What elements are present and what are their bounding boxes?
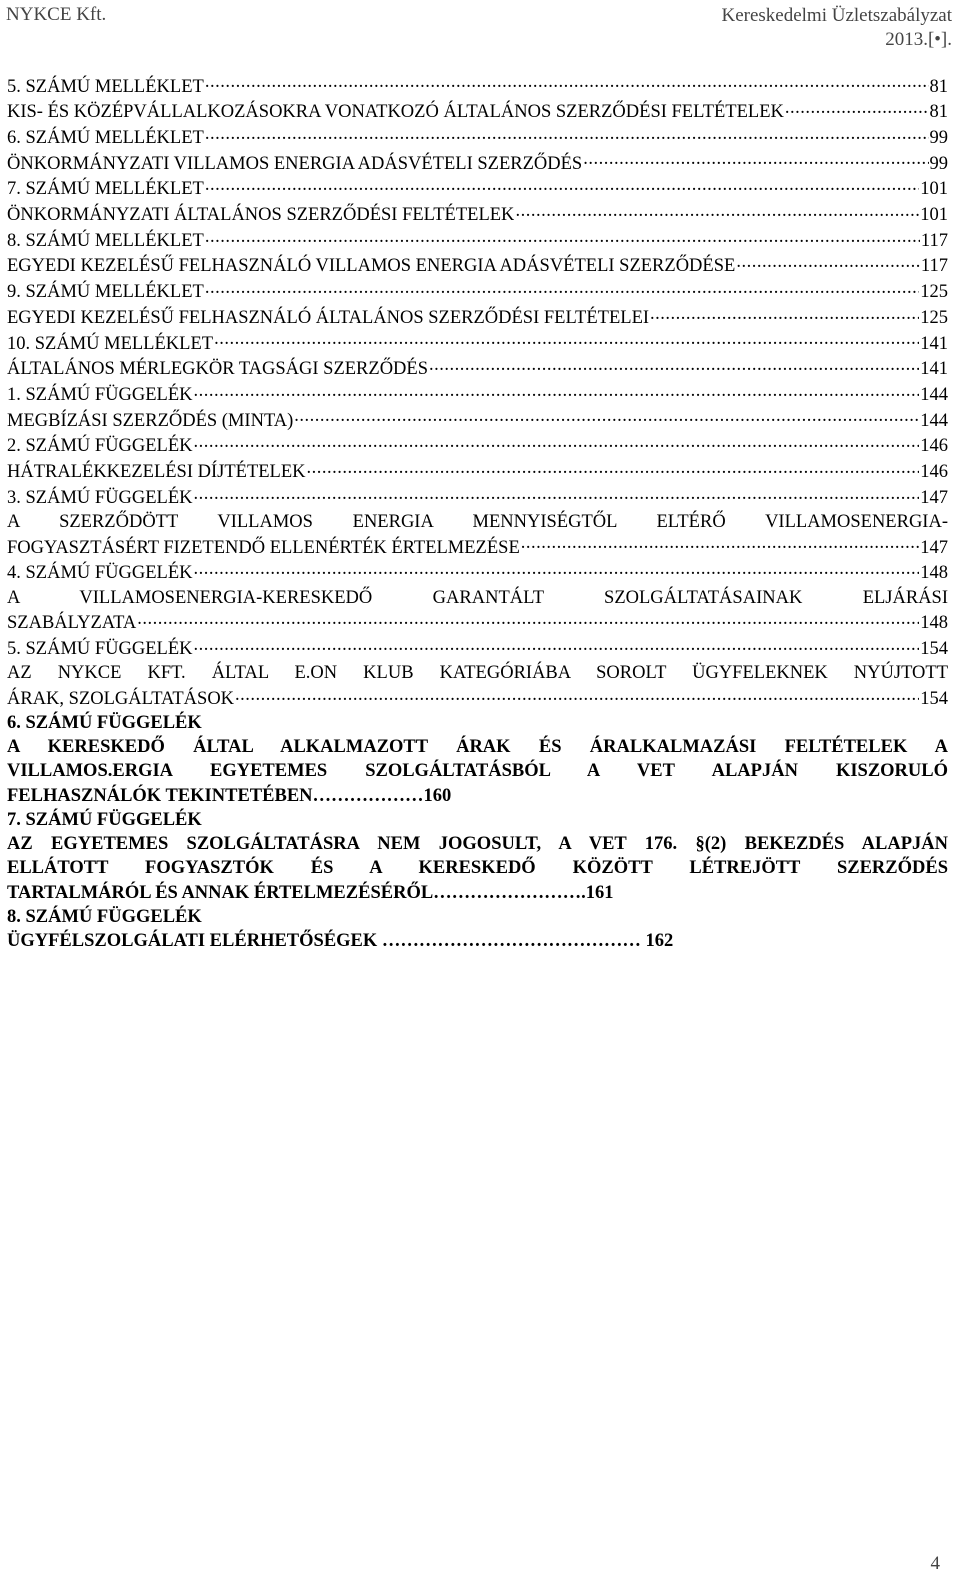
toc-entry-line: ÁRAK, SZOLGÁLTATÁSOK — [7, 688, 235, 709]
page-number: 4 — [930, 1553, 940, 1574]
toc-page-number: 146 — [920, 462, 948, 483]
toc-entry[interactable] — [7, 227, 948, 253]
toc-entry[interactable] — [7, 381, 948, 407]
toc-leader — [515, 202, 919, 221]
table-of-contents — [7, 73, 948, 953]
toc-leader — [205, 176, 919, 195]
header-company: NYKCE Kft. — [6, 4, 107, 25]
toc-entry-line: A VILLAMOSENERGIA-KERESKEDŐ GARANTÁLT SZOLGÁLTATÁSAINAK ELJÁRÁSI — [7, 587, 948, 608]
toc-leader — [205, 227, 920, 246]
toc-entry-title: 4. SZÁMÚ FÜGGELÉK — [7, 563, 193, 584]
toc-entry-multiline[interactable] — [7, 510, 948, 560]
toc-entry-title: EGYEDI KEZELÉSŰ FELHASZNÁLÓ ÁLTALÁNOS SZERZŐDÉSI FELTÉTELEI — [7, 307, 650, 328]
toc-entry[interactable] — [7, 253, 948, 279]
toc-entry-line: A SZERZŐDÖTT VILLAMOS ENERGIA MENNYISÉGTŐL ELTÉRŐ VILLAMOSENERGIA- — [7, 511, 948, 532]
toc-entry[interactable] — [7, 176, 948, 202]
toc-leader: …………………………………… — [381, 930, 641, 951]
toc-entry-line: A KERESKEDŐ ÁLTAL ALKALMAZOTT ÁRAK ÉS ÁRALKALMAZÁSI FELTÉTELEK A — [7, 737, 948, 758]
toc-page-number: 154 — [920, 638, 948, 659]
toc-leader — [736, 253, 920, 272]
toc-entry-title: 3. SZÁMÚ FÜGGELÉK — [7, 487, 193, 508]
toc-page-number: 81 — [929, 76, 948, 97]
toc-leader — [214, 330, 919, 349]
toc-entry[interactable] — [7, 279, 948, 305]
toc-entry-row — [7, 685, 948, 711]
toc-entry[interactable] — [7, 150, 948, 176]
toc-entry[interactable] — [7, 635, 948, 661]
toc-leader — [194, 433, 920, 452]
toc-page-number: 99 — [929, 153, 948, 174]
toc-leader — [194, 560, 920, 579]
toc-leader — [205, 279, 919, 298]
toc-entry[interactable] — [7, 202, 948, 228]
toc-entry-title: 2. SZÁMÚ FÜGGELÉK — [7, 436, 193, 457]
toc-leader — [137, 610, 919, 629]
toc-leader — [194, 381, 920, 400]
toc-leader — [205, 124, 929, 143]
toc-leader — [294, 407, 919, 426]
toc-entry-line: AZ NYKCE KFT. ÁLTAL E.ON KLUB KATEGÓRIÁBA SOROLT ÜGYFELEKNEK NYÚJTOTT — [7, 663, 948, 684]
toc-entry-row — [7, 610, 948, 636]
toc-entry-line: VILLAMOS.ERGIA EGYETEMES SZOLGÁLTATÁSBÓL A VET ALAPJÁN KISZORULÓ — [7, 761, 948, 782]
toc-page-number: 147 — [920, 487, 948, 508]
header-doc-title — [721, 4, 952, 52]
toc-page-number: 147 — [920, 537, 948, 558]
toc-entry-title: 10. SZÁMÚ MELLÉKLET — [7, 333, 214, 354]
toc-page-number: 117 — [920, 256, 948, 277]
toc-entry-title: 9. SZÁMÚ MELLÉKLET — [7, 282, 204, 303]
toc-page-number: 101 — [920, 205, 948, 226]
toc-entry[interactable] — [7, 711, 948, 953]
toc-page-number: 146 — [920, 436, 948, 457]
toc-page-number: 160 — [423, 785, 452, 806]
toc-entry[interactable] — [7, 124, 948, 150]
toc-entry-multiline[interactable] — [7, 661, 948, 711]
toc-entry-title: ÖNKORMÁNYZATI ÁLTALÁNOS SZERZŐDÉSI FELTÉTELEK — [7, 205, 515, 226]
toc-leader: ……………… — [312, 785, 424, 806]
toc-entry-title: EGYEDI KEZELÉSŰ FELHASZNÁLÓ VILLAMOS ENERGIA ADÁSVÉTELI SZERZŐDÉSE — [7, 256, 736, 277]
toc-page-number: 148 — [920, 563, 948, 584]
toc-page-number: 117 — [920, 230, 948, 251]
toc-leader — [650, 304, 919, 323]
toc-entry[interactable] — [7, 356, 948, 382]
toc-page-number: 81 — [929, 102, 948, 123]
toc-entry-title: 8. SZÁMÚ MELLÉKLET — [7, 230, 204, 251]
toc-entry-line: AZ EGYETEMES SZOLGÁLTATÁSRA NEM JOGOSULT, A VET 176. §(2) BEKEZDÉS ALAPJÁN — [7, 834, 948, 855]
toc-entry-row — [7, 784, 948, 808]
toc-page-number: 99 — [929, 127, 948, 148]
toc-entry-title: 1. SZÁMÚ FÜGGELÉK — [7, 384, 193, 405]
toc-leader — [205, 73, 929, 92]
toc-entry-title: ÁLTALÁNOS MÉRLEGKÖR TAGSÁGI SZERZŐDÉS — [7, 359, 429, 380]
toc-leader: ……………………. — [433, 882, 586, 903]
toc-entry[interactable] — [7, 99, 948, 125]
toc-entry-title: 5. SZÁMÚ FÜGGELÉK — [7, 638, 193, 659]
header-date-line: 2013.[•]. — [885, 29, 952, 50]
toc-entry-line: ELLÁTOTT FOGYASZTÓK ÉS A KERESKEDŐ KÖZÖTT LÉTREJÖTT SZERZŐDÉS — [7, 858, 948, 879]
toc-page-number: 144 — [920, 384, 948, 405]
toc-entry-line: ÜGYFÉLSZOLGÁLATI ELÉRHETŐSÉGEK — [7, 930, 378, 951]
toc-entry-title: 7. SZÁMÚ FÜGGELÉK — [7, 809, 202, 830]
toc-leader — [194, 635, 920, 654]
toc-leader — [521, 534, 920, 553]
toc-entry-title: 8. SZÁMÚ FÜGGELÉK — [7, 906, 202, 927]
toc-page-number: 161 — [585, 882, 614, 903]
toc-page-number: 144 — [920, 410, 948, 431]
toc-page-number: 125 — [920, 307, 948, 328]
toc-entry[interactable] — [7, 560, 948, 586]
toc-entry-title: 6. SZÁMÚ MELLÉKLET — [7, 127, 204, 148]
toc-entry-title: HÁTRALÉKKEZELÉSI DÍJTÉTELEK — [7, 462, 306, 483]
toc-leader — [307, 459, 920, 478]
toc-entry[interactable] — [7, 330, 948, 356]
toc-leader — [785, 99, 929, 118]
toc-entry-row — [7, 534, 948, 560]
toc-leader — [235, 685, 919, 704]
toc-entry[interactable] — [7, 304, 948, 330]
toc-leader — [583, 150, 928, 169]
toc-entry[interactable] — [7, 459, 948, 485]
toc-page-number: 125 — [920, 282, 948, 303]
toc-entry-line: SZABÁLYZATA — [7, 613, 137, 634]
toc-leader — [429, 356, 919, 375]
toc-entry-multiline[interactable] — [7, 586, 948, 636]
toc-page-number: 141 — [920, 333, 948, 354]
toc-entry[interactable] — [7, 433, 948, 459]
toc-page-number: 162 — [645, 930, 674, 951]
toc-entry-line: TARTALMÁRÓL ÉS ANNAK ÉRTELMEZÉSÉRŐL — [7, 882, 434, 903]
toc-entry-title: ÖNKORMÁNYZATI VILLAMOS ENERGIA ADÁSVÉTELI SZERZŐDÉS — [7, 153, 583, 174]
toc-entry-line: FELHASZNÁLÓK TEKINTETÉBEN — [7, 785, 313, 806]
toc-page-number: 101 — [920, 179, 948, 200]
toc-entry[interactable] — [7, 484, 948, 510]
toc-entry[interactable] — [7, 407, 948, 433]
toc-page-number: 141 — [920, 359, 948, 380]
toc-entry-row — [7, 881, 948, 905]
toc-entry-title: KIS- ÉS KÖZÉPVÁLLALKOZÁSOKRA VONATKOZÓ ÁLTALÁNOS SZERZŐDÉSI FELTÉTELEK — [7, 102, 784, 123]
toc-entry-title: 5. SZÁMÚ MELLÉKLET — [7, 76, 204, 97]
toc-entry-line: FOGYASZTÁSÉRT FIZETENDŐ ELLENÉRTÉK ÉRTELMEZÉSE — [7, 537, 520, 558]
toc-entry-title: 7. SZÁMÚ MELLÉKLET — [7, 179, 204, 200]
toc-entry[interactable] — [7, 73, 948, 99]
toc-leader — [194, 484, 920, 503]
toc-page-number: 148 — [920, 613, 948, 634]
toc-page-number: 154 — [920, 688, 948, 709]
toc-entry-title: 6. SZÁMÚ FÜGGELÉK — [7, 713, 202, 734]
header-title-line: Kereskedelmi Üzletszabályzat — [721, 5, 952, 26]
toc-entry-title: MEGBÍZÁSI SZERZŐDÉS (MINTA) — [7, 410, 294, 431]
toc-entry-row — [7, 929, 948, 953]
